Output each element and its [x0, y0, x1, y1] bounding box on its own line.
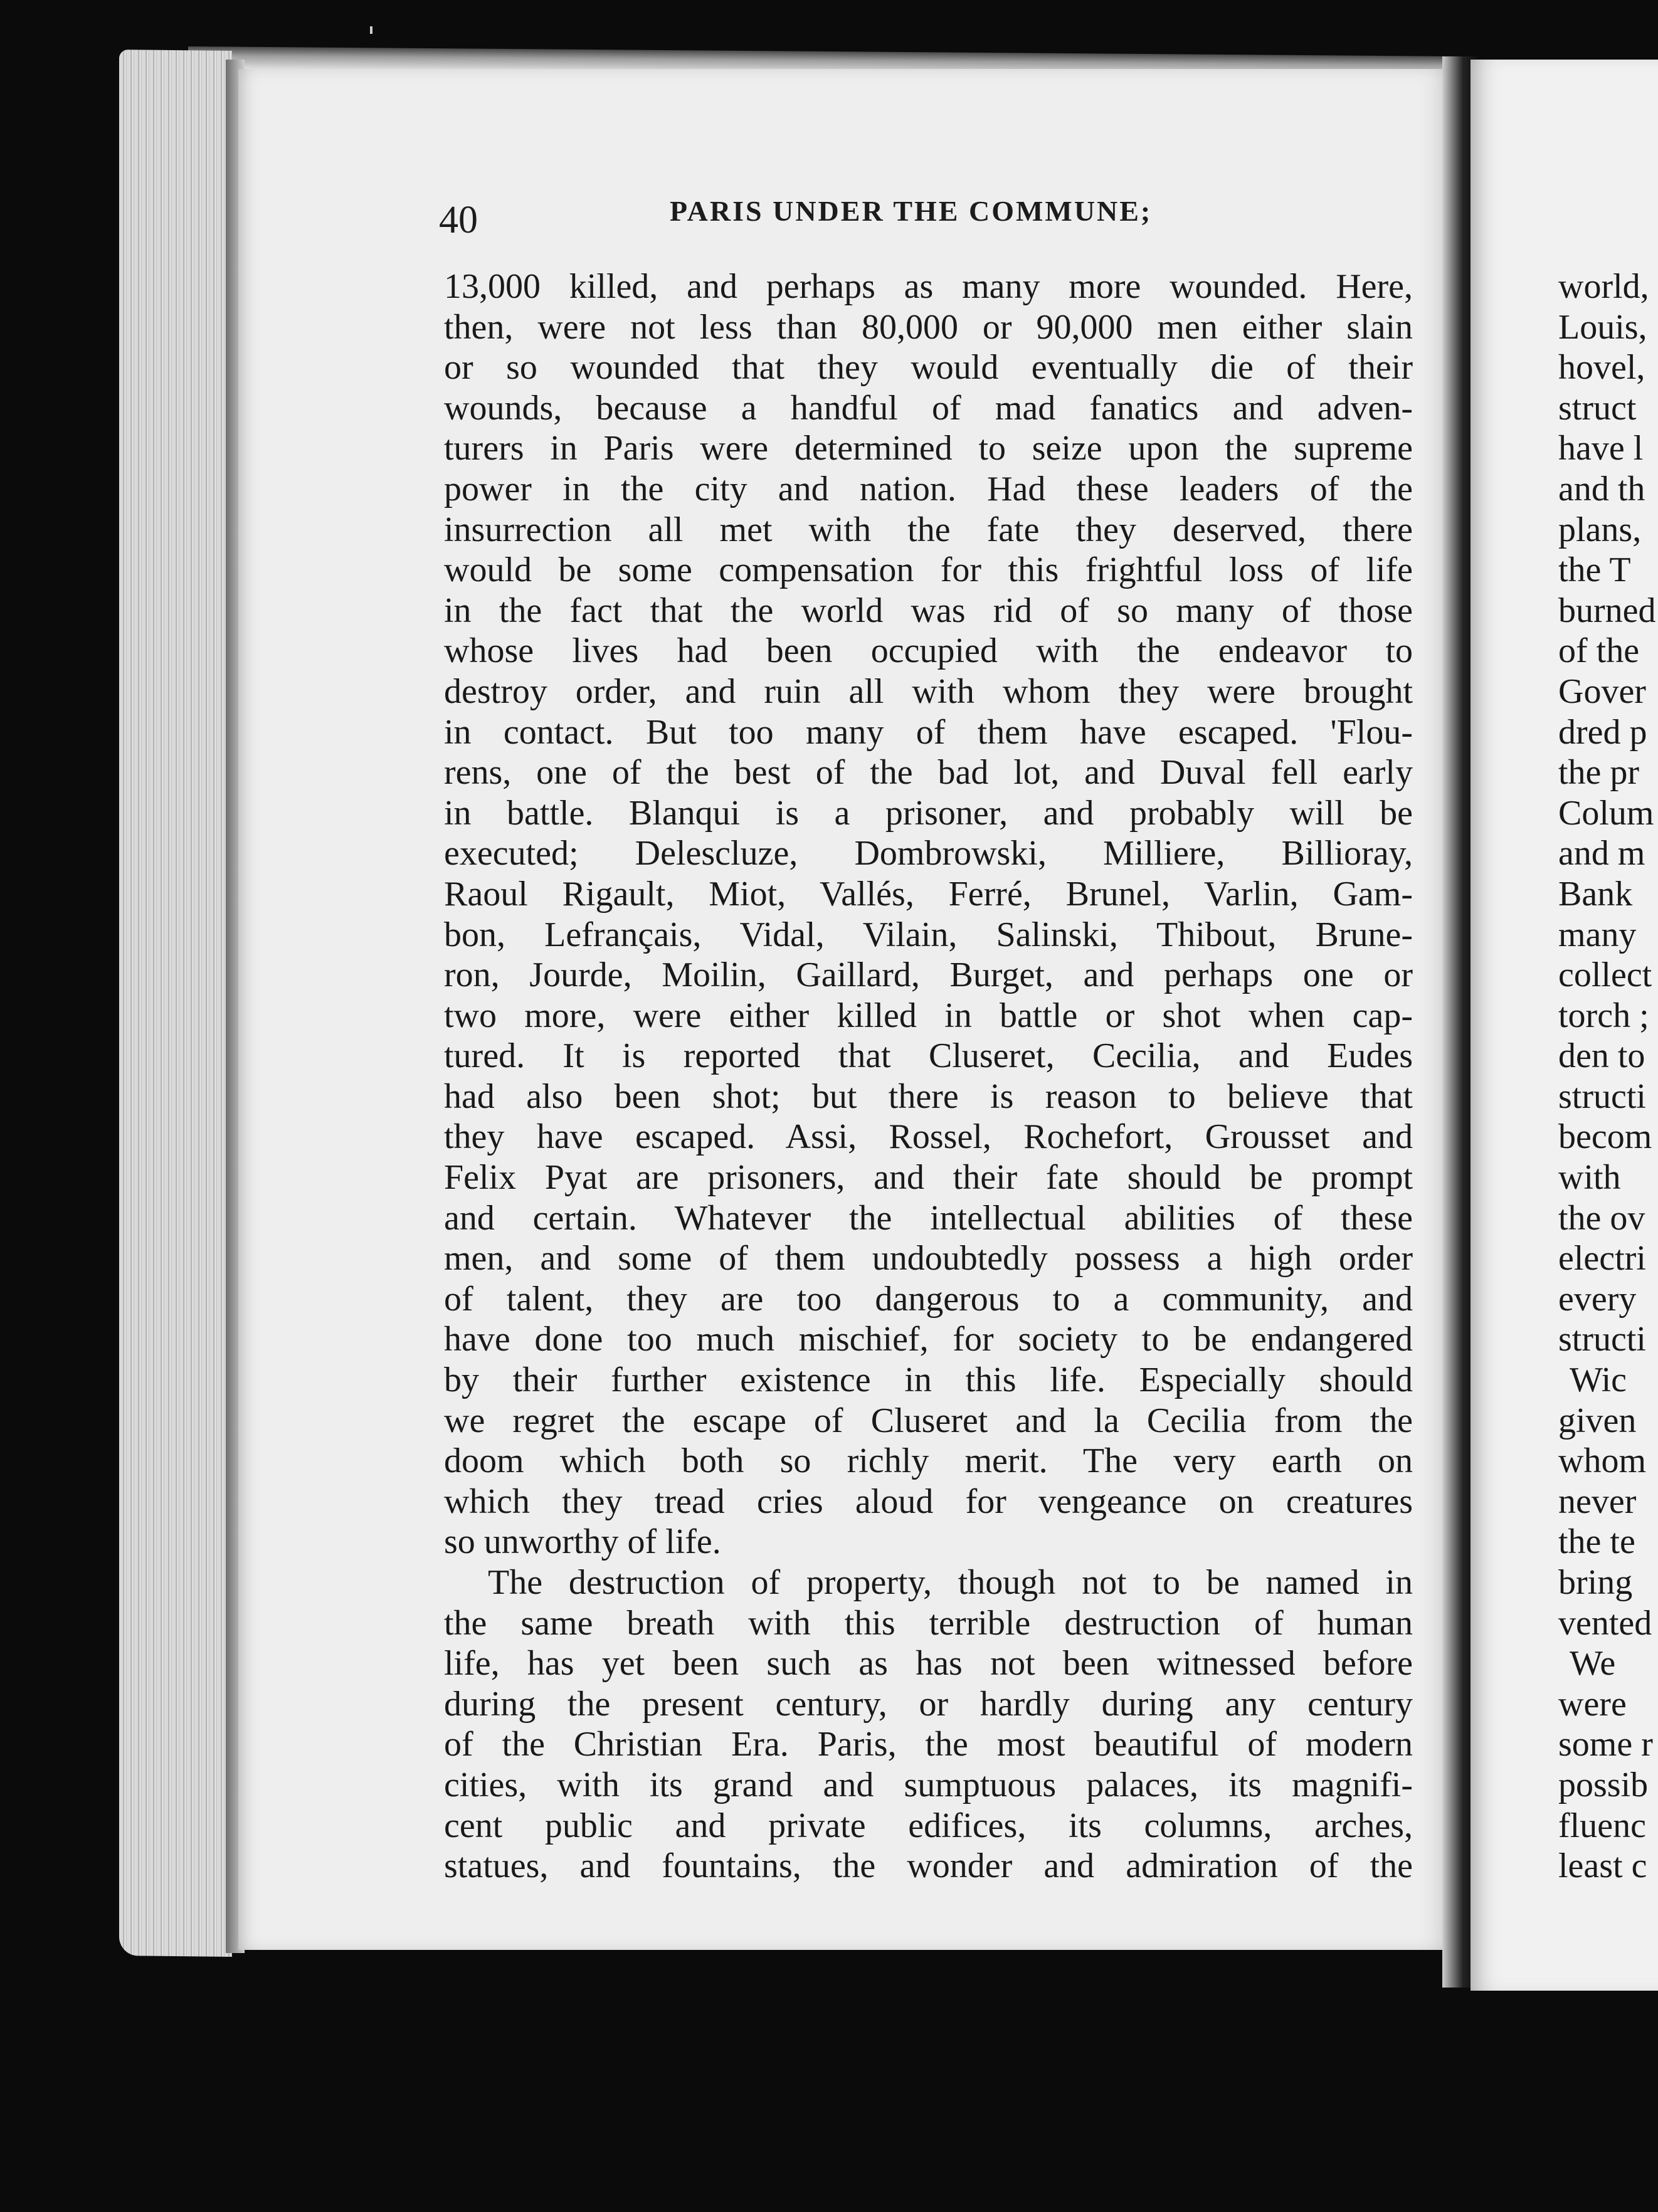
text-line: of talent, they are too dangerous to a community, and [444, 1279, 1413, 1319]
text-line: statues, and fountains, the wonder and admiration of the [444, 1846, 1413, 1886]
text-line: they have escaped. Assi, Rossel, Rochefort, Grousset and [444, 1117, 1413, 1157]
facing-text-line: structi [1558, 1077, 1646, 1116]
facing-text-line: Wic [1570, 1361, 1627, 1400]
facing-text-line: bring [1558, 1563, 1633, 1602]
text-line: and certain. Whatever the intellectual abilities of these [444, 1198, 1413, 1238]
facing-text-line: dred p [1558, 712, 1647, 752]
facing-text-line: and th [1558, 469, 1645, 508]
facing-page-text [1558, 266, 1658, 1887]
facing-text-line: the T [1558, 550, 1631, 590]
facing-text-line: the te [1558, 1522, 1635, 1562]
text-line: ron, Jourde, Moilin, Gaillard, Burget, and perhaps one or [444, 956, 1413, 995]
text-line: whose lives had been occupied with the endeavor to [444, 631, 1413, 671]
facing-text-line: Bank [1558, 874, 1633, 914]
text-line: have done too much mischief, for society to be endangered [444, 1320, 1413, 1359]
text-line: or so wounded that they would eventually die of their [444, 348, 1413, 387]
facing-text-line: Gover [1558, 672, 1646, 711]
text-line: had also been shot; but there is reason to believe that [444, 1077, 1413, 1116]
dust-speck [370, 26, 372, 34]
facing-text-line: some r [1558, 1725, 1653, 1764]
text-line: rens, one of the best of the bad lot, and Duval fell early [444, 753, 1413, 793]
facing-text-line: vented [1558, 1603, 1652, 1643]
facing-text-line: den to [1558, 1036, 1645, 1076]
text-line: power in the city and nation. Had these leaders of the [444, 469, 1413, 508]
page-number: 40 [439, 199, 478, 241]
facing-text-line: electri [1558, 1239, 1646, 1278]
facing-text-line: many [1558, 915, 1637, 954]
facing-text-line: becom [1558, 1117, 1652, 1157]
text-line: doom which both so richly merit. The very earth on [444, 1441, 1413, 1481]
text-line: cities, with its grand and sumptuous palaces, its magnifi- [444, 1765, 1413, 1804]
facing-text-line: were [1558, 1684, 1627, 1724]
text-line: insurrection all met with the fate they deserved, there [444, 510, 1413, 549]
text-line: wounds, because a handful of mad fanatics and adven- [444, 388, 1413, 428]
facing-text-line: world, [1558, 267, 1649, 306]
text-line: Raoul Rigault, Miot, Vallés, Ferré, Brunel, Varlin, Gam- [444, 874, 1413, 914]
text-line: would be some compensation for this frightful loss of life [444, 550, 1413, 590]
facing-text-line: the pr [1558, 753, 1640, 793]
facing-text-line: possib [1558, 1765, 1649, 1804]
text-line: life, has yet been such as has not been witnessed before [444, 1644, 1413, 1683]
text-line: by their further existence in this life. Especially should [444, 1361, 1413, 1400]
facing-text-line: least c [1558, 1846, 1647, 1886]
facing-text-line: given [1558, 1401, 1637, 1440]
text-line: so unworthy of life. [444, 1522, 721, 1562]
text-line: turers in Paris were determined to seize upon the supreme [444, 429, 1413, 468]
facing-page [1471, 60, 1658, 1991]
facing-text-line: Colum [1558, 793, 1654, 833]
facing-text-line: We [1570, 1644, 1616, 1683]
text-line: cent public and private edifices, its columns, arches, [444, 1806, 1413, 1845]
facing-text-line: burned [1558, 591, 1656, 630]
text-line: in contact. But too many of them have escaped. 'Flou- [444, 712, 1413, 752]
facing-text-line: the ov [1558, 1198, 1645, 1238]
facing-text-line: of the [1558, 631, 1640, 671]
text-line: in battle. Blanqui is a prisoner, and probably will be [444, 793, 1413, 833]
text-line: executed; Delescluze, Dombrowski, Milliere, Billioray, [444, 834, 1413, 873]
facing-text-line: Louis, [1558, 307, 1647, 347]
text-line: Felix Pyat are prisoners, and their fate should be prompt [444, 1158, 1413, 1198]
facing-text-line: never [1558, 1482, 1637, 1521]
text-line: we regret the escape of Cluseret and la Cecilia from the [444, 1401, 1413, 1440]
book-page-edges [119, 50, 232, 1957]
facing-text-line: whom [1558, 1441, 1646, 1481]
text-line: the same breath with this terrible destruction of human [444, 1603, 1413, 1643]
text-line: destroy order, and ruin all with whom they were brought [444, 672, 1413, 711]
text-line: men, and some of them undoubtedly possess a high order [444, 1239, 1413, 1278]
facing-text-line: with [1558, 1158, 1621, 1198]
facing-text-line: every [1558, 1279, 1637, 1319]
page-body-text [444, 266, 1413, 1887]
facing-text-line: and m [1558, 834, 1645, 873]
text-line: during the present century, or hardly during any century [444, 1684, 1413, 1724]
facing-text-line: plans, [1558, 510, 1642, 549]
text-line: bon, Lefrançais, Vidal, Vilain, Salinski, Thibout, Brune- [444, 915, 1413, 954]
text-line: of the Christian Era. Paris, the most beautiful of modern [444, 1725, 1413, 1764]
facing-text-line: hovel, [1558, 348, 1645, 387]
facing-text-line: torch ; [1558, 996, 1649, 1035]
facing-text-line: collect [1558, 956, 1652, 995]
text-line: The destruction of property, though not to be named in [488, 1563, 1413, 1602]
text-line: in the fact that the world was rid of so many of those [444, 591, 1413, 630]
facing-text-line: have l [1558, 429, 1644, 468]
text-line: then, were not less than 80,000 or 90,000 men either slain [444, 307, 1413, 347]
text-line: 13,000 killed, and perhaps as many more wounded. Here, [444, 267, 1413, 306]
text-line: tured. It is reported that Cluseret, Cecilia, and Eudes [444, 1036, 1413, 1076]
facing-text-line: fluenc [1558, 1806, 1646, 1845]
running-title: PARIS UNDER THE COMMUNE; [670, 195, 1153, 227]
facing-text-line: structi [1558, 1320, 1646, 1359]
facing-text-line: struct [1558, 388, 1637, 428]
text-line: two more, were either killed in battle or shot when cap- [444, 996, 1413, 1035]
text-line: which they tread cries aloud for vengeance on creatures [444, 1482, 1413, 1521]
